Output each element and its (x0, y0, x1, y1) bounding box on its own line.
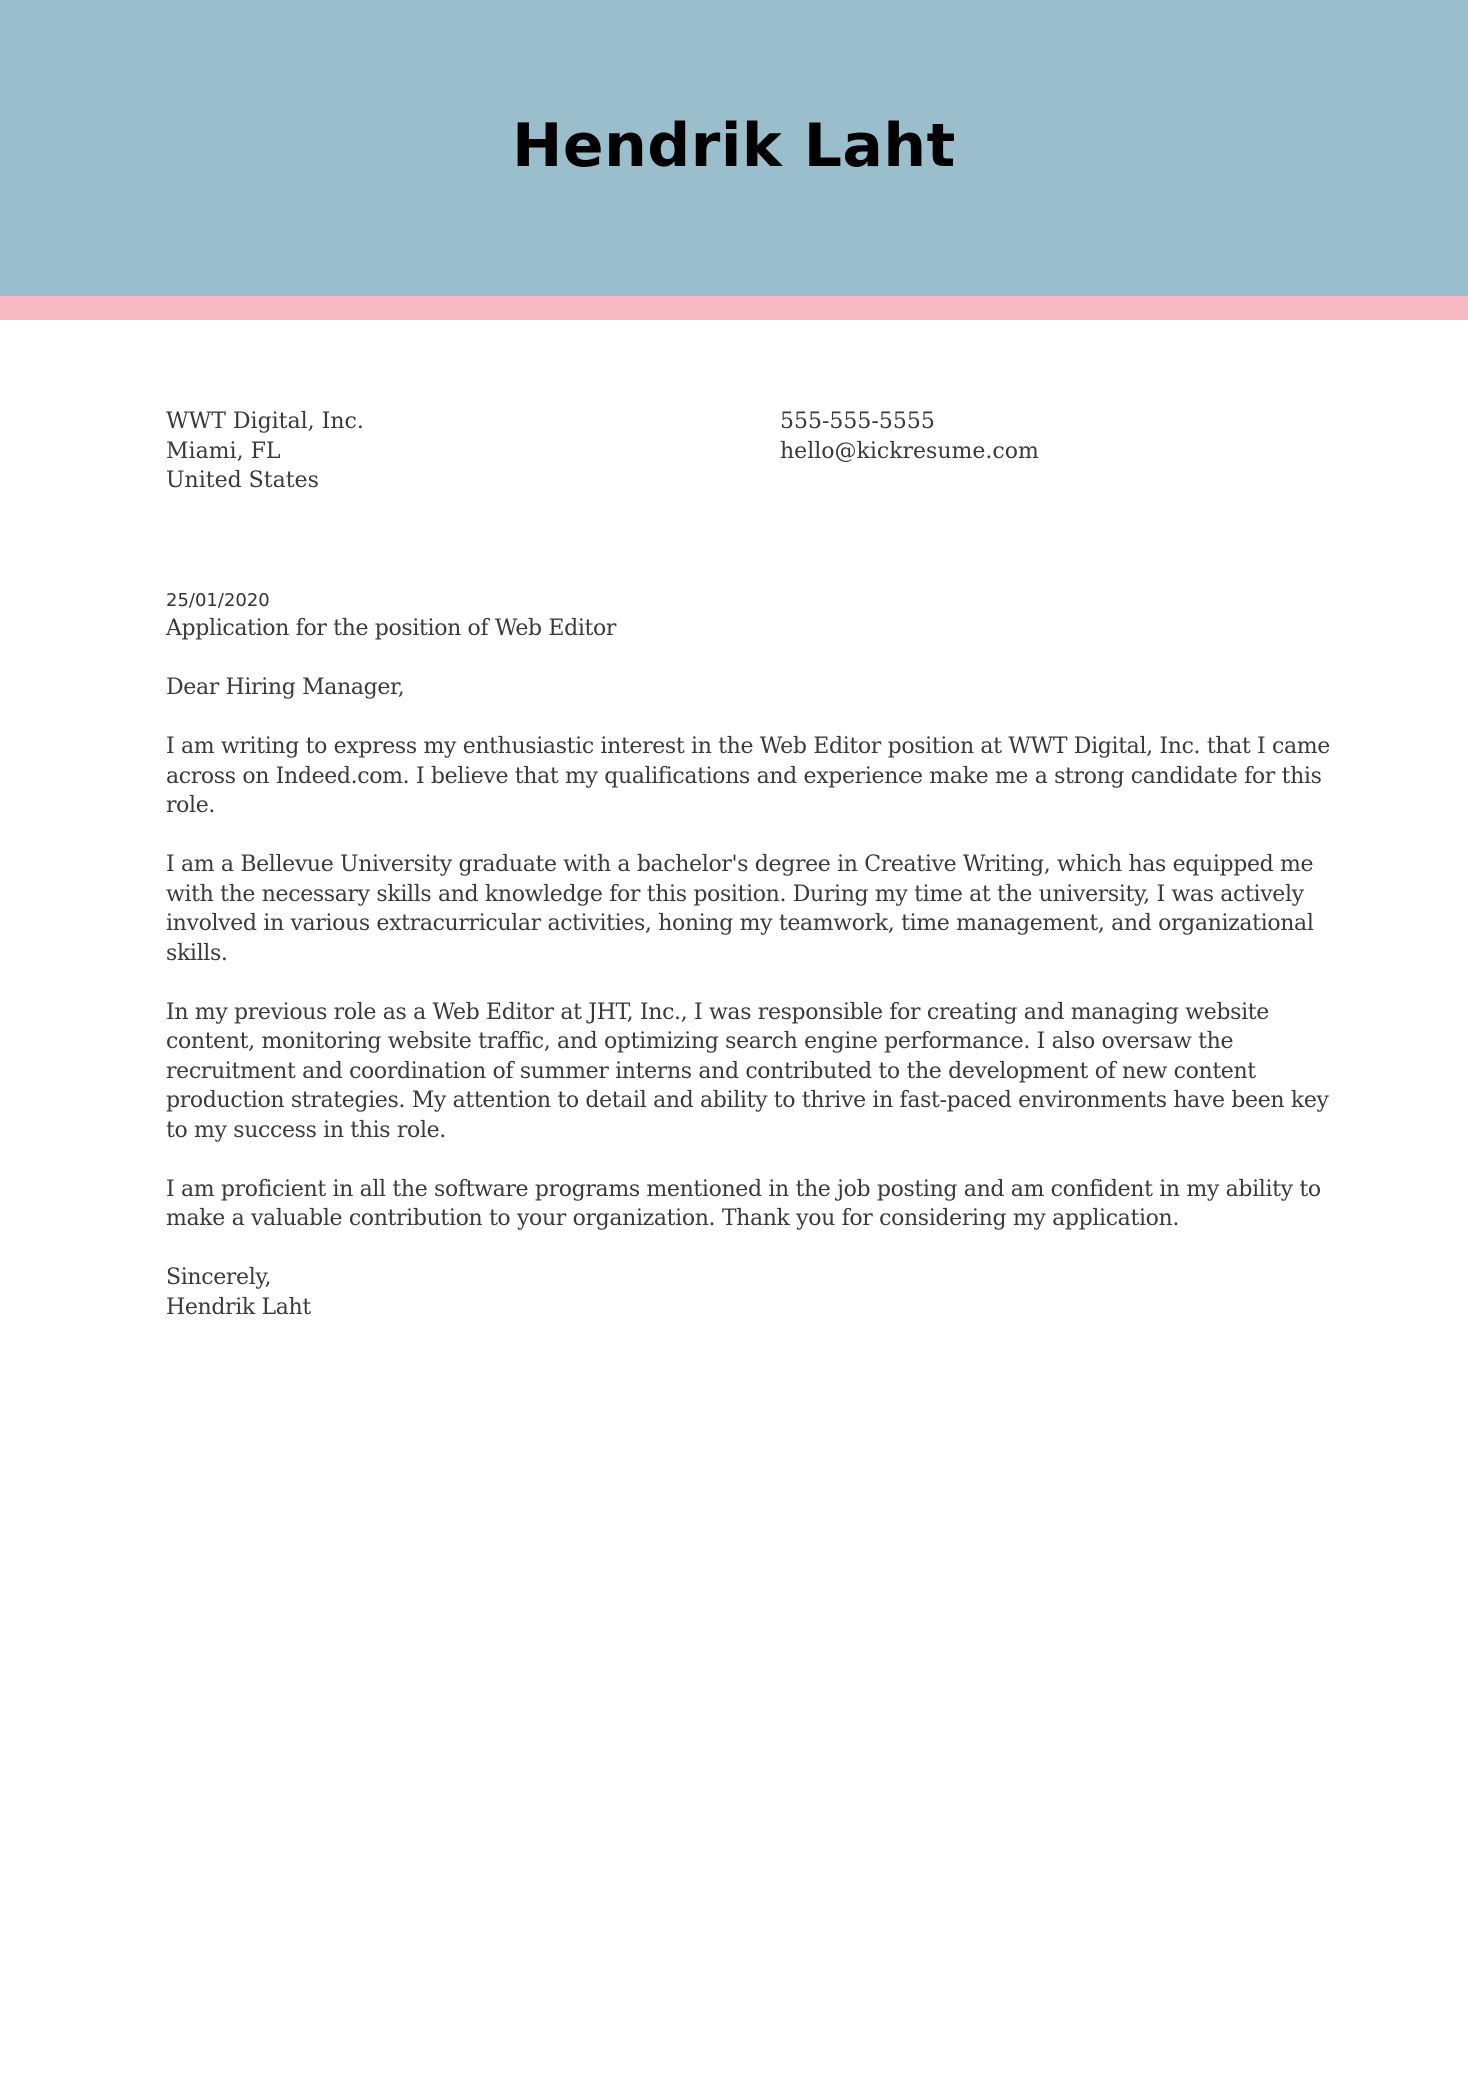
accent-stripe (0, 296, 1468, 320)
recipient-address (166, 407, 364, 496)
recipient-country: United States (166, 468, 319, 493)
sender-email: hello@kickresume.com (780, 438, 1039, 464)
letter-paragraph: In my previous role as a Web Editor at JHT, Inc., I was responsible for creating and managing website content, monitoring website traffic, and optimizing search engine performance. I also oversaw the recruitment and coordination of summer interns and contributed to the development of new content production strategies. My attention to detail and ability to thrive in fast-paced environments have been key to my success in this role. (166, 999, 1329, 1143)
letter-subject: Application for the position of Web Editor (166, 616, 617, 641)
letter-paragraph: I am proficient in all the software programs mentioned in the job posting and am confident in my ability to make a valuable contribution to your organization. Thank you for considering my application. (166, 1176, 1321, 1231)
sender-name-heading: Hendrik Laht (512, 111, 956, 181)
recipient-company: WWT Digital, Inc. (166, 409, 364, 434)
recipient-city: Miami, FL (166, 438, 281, 464)
letter-date: 25/01/2020 (166, 590, 270, 611)
letter-closing: Sincerely, (166, 1265, 272, 1290)
letter-body (166, 614, 1356, 1322)
letter-salutation: Dear Hiring Manager, (166, 675, 405, 700)
letter-paragraph: I am a Bellevue University graduate with a bachelor's degree in Creative Writing, which has equipped me with the necessary skills and knowledge for this position. During my time at the university, I was actively involved in various extracurricular activities, honing my teamwork, time management, and organizational skills. (166, 852, 1314, 966)
sender-phone: 555-555-5555 (780, 409, 935, 434)
letter-signature: Hendrik Laht (166, 1294, 311, 1320)
header-banner (0, 0, 1468, 296)
sender-contact (780, 407, 1039, 466)
letter-paragraph: I am writing to express my enthusiastic interest in the Web Editor position at WWT Digital, Inc. that I came across on Indeed.com. I believe that my qualifications and experience make me a strong candidate for this role. (166, 734, 1330, 818)
